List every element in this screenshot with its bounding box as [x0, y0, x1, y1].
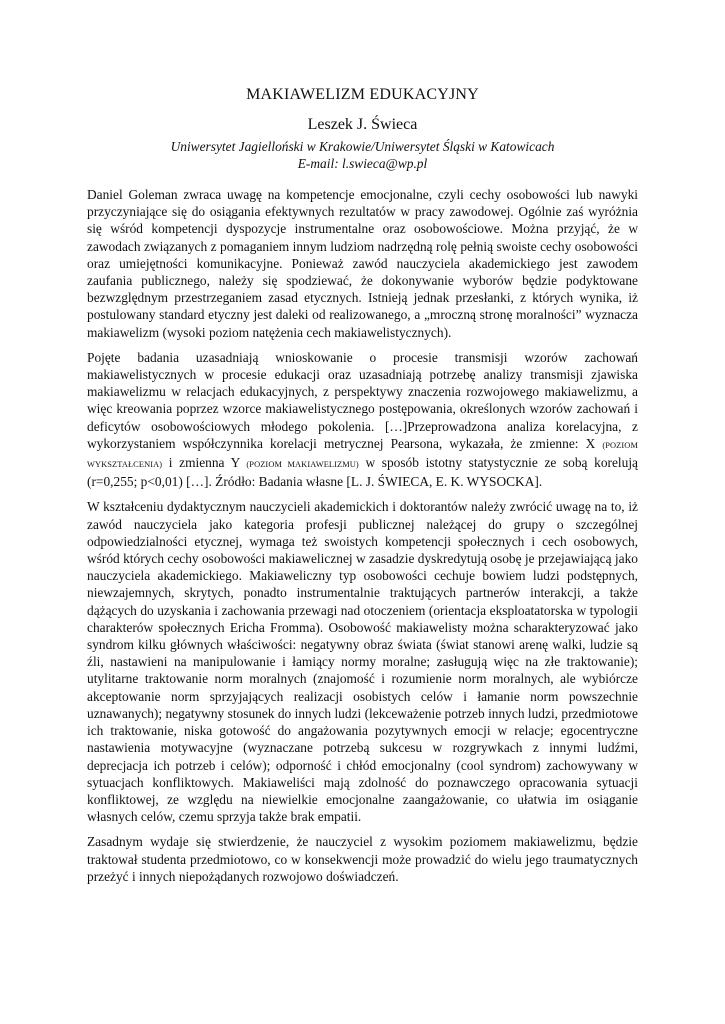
study-text-c: w sposób istotny statystycznie ze sobą korelują (r=0,255; p<0,01) […]. Źródło: Badania własne [L. J. ŚWIECA, E. K. WYSOCKA]. — [87, 455, 638, 490]
affiliation: Uniwersytet Jagielloński w Krakowie/Uniwersytet Śląski w Katowicach — [170, 139, 555, 154]
variable-x-label: (POZIOM WYKSZTAŁCENIA) — [87, 440, 638, 470]
study-text-b: i zmienna Y — [162, 455, 240, 471]
author-email: E-mail: l.swieca@wp.pl — [297, 156, 428, 171]
paper-title: MAKIAWELIZM EDUKACYJNY — [246, 86, 479, 103]
author-name: Leszek J. Świeca — [307, 116, 418, 133]
paragraph-conclusion: Zasadnym wydaje się stwierdzenie, że nauczyciel z wysokim poziomem makiawelizmu, będzie traktował studenta przedmiotowo, co w konsekwencji może prowadzić do wielu jego traumatycznych przeżyć i innych niepożądanych rozwojowo doświadczeń. — [87, 834, 638, 884]
variable-y-label: (POZIOM MAKIAWELIZMU) — [246, 460, 359, 470]
paragraph-training: W kształceniu dydaktycznym nauczycieli akademickich i doktorantów należy zwrócić uwagę na to, iż zawód nauczyciela jako kategoria profesji publicznej należącej do grupy o szczególnej odpowiedzialności etycznej, wymaga też swoistych kompetencji społecznych i cech osobowych, wśród których cechy osobowości makiawelicznej w zasadzie dyskredytują osobę je przejawiającą jako nauczyciela akademickiego. Makiaweliczny typ osobowości cechuje bowiem ludzi podstępnych, niewzajemnych, skrytych, ponadto instrumentalnie traktujących partnerów interakcji, a także dążących do uzyskania i zachowania przewagi nad otoczeniem (orientacja eksploatatorska w typologii charakterów społecznych Ericha Fromma). Osobowość makiawelisty można scharakteryzować jako syndrom kilku głównych właściwości: negatywny obraz świata (świat stanowi arenę walki, ludzie są źli, nastawieni na manipulowanie i łamiący normy moralne; zasługują więc na złe traktowanie); utylitarne traktowanie norm moralnych (znajomość i rozumienie norm moralnych, ale wybiórcze akceptowanie norm sprzyjających realizacji osobistych celów i łamanie norm powszechnie uznawanych); negatywny stosunek do innych ludzi (lekceważenie potrzeb innych ludzi, przedmiotowe ich traktowanie, niska gotowość do angażowania pozytywnych emocji w relacje; egocentryczne nastawienia motywacyjne (wyznaczane potrzebą sukcesu w rozgrywkach z innymi ludźmi, deprecjacja ich potrzeb i celów); odporność i chłód emocjonalny (cool syndrom) zachowywany w sytuacjach konfliktowych. Makiaweliści mają zdolność do poznawczego opracowania sytuacji konfliktowej, ze względu na niewielkie emocjonalne zaangażowanie, co ułatwia im osiąganie własnych celów, czemu sprzyja także brak empatii. — [87, 499, 638, 825]
study-text-a: Pojęte badania uzasadniają wnioskowanie o procesie transmisji wzorów zachowań makiawelistycznych w procesie edukacji oraz uzasadniają potrzebę analizy transmisji zjawiska makiawelizmu w relacjach edukacyjnych, z perspektywy znaczenia rozwojowego makiawelizmu, a więc kreowania poprzez wzorce makiawelistycznego postępowania, określonych wzorów zachowań i deficytów osobowościowych młodego pokolenia. […]Przeprowadzona analiza korelacyjna, z wykorzystaniem współczynnika korelacji metrycznej Pearsona, wykazała, że zmienne: X — [87, 349, 638, 451]
paragraph-intro: Daniel Goleman zwraca uwagę na kompetencje emocjonalne, czyli cechy osobowości lub nawyki przyczyniające się do osiągania efektywnych rezultatów w pracy zawodowej. Ogólnie zaś wyróżnia się wśród kompetencji dyspozycje instrumentalne oraz osobowościowe. Można przyjąć, że w zawodach związanych z pomaganiem innym ludziom nadrzędną rolę pełnią swoiste cechy osobowości oraz umiejętności komunikacyjne. Ponieważ zawód nauczyciela akademickiego jest zawodem zaufania publicznego, należy się spodziewać, że dokonywanie wyborów będzie podyktowane bezwzględnym przestrzeganiem zasad etycznych. Istnieją jednak przesłanki, z których wynika, iż postulowany standard etyczny jest daleki od realizowanego, a „mroczną stronę moralności” wyznacza makiawelizm (wysoki poziom natężenia cech makiawelistycznych). — [87, 187, 638, 340]
paragraph-study — [87, 349, 638, 491]
paper-body — [87, 186, 638, 893]
affiliation-block — [0, 138, 725, 172]
